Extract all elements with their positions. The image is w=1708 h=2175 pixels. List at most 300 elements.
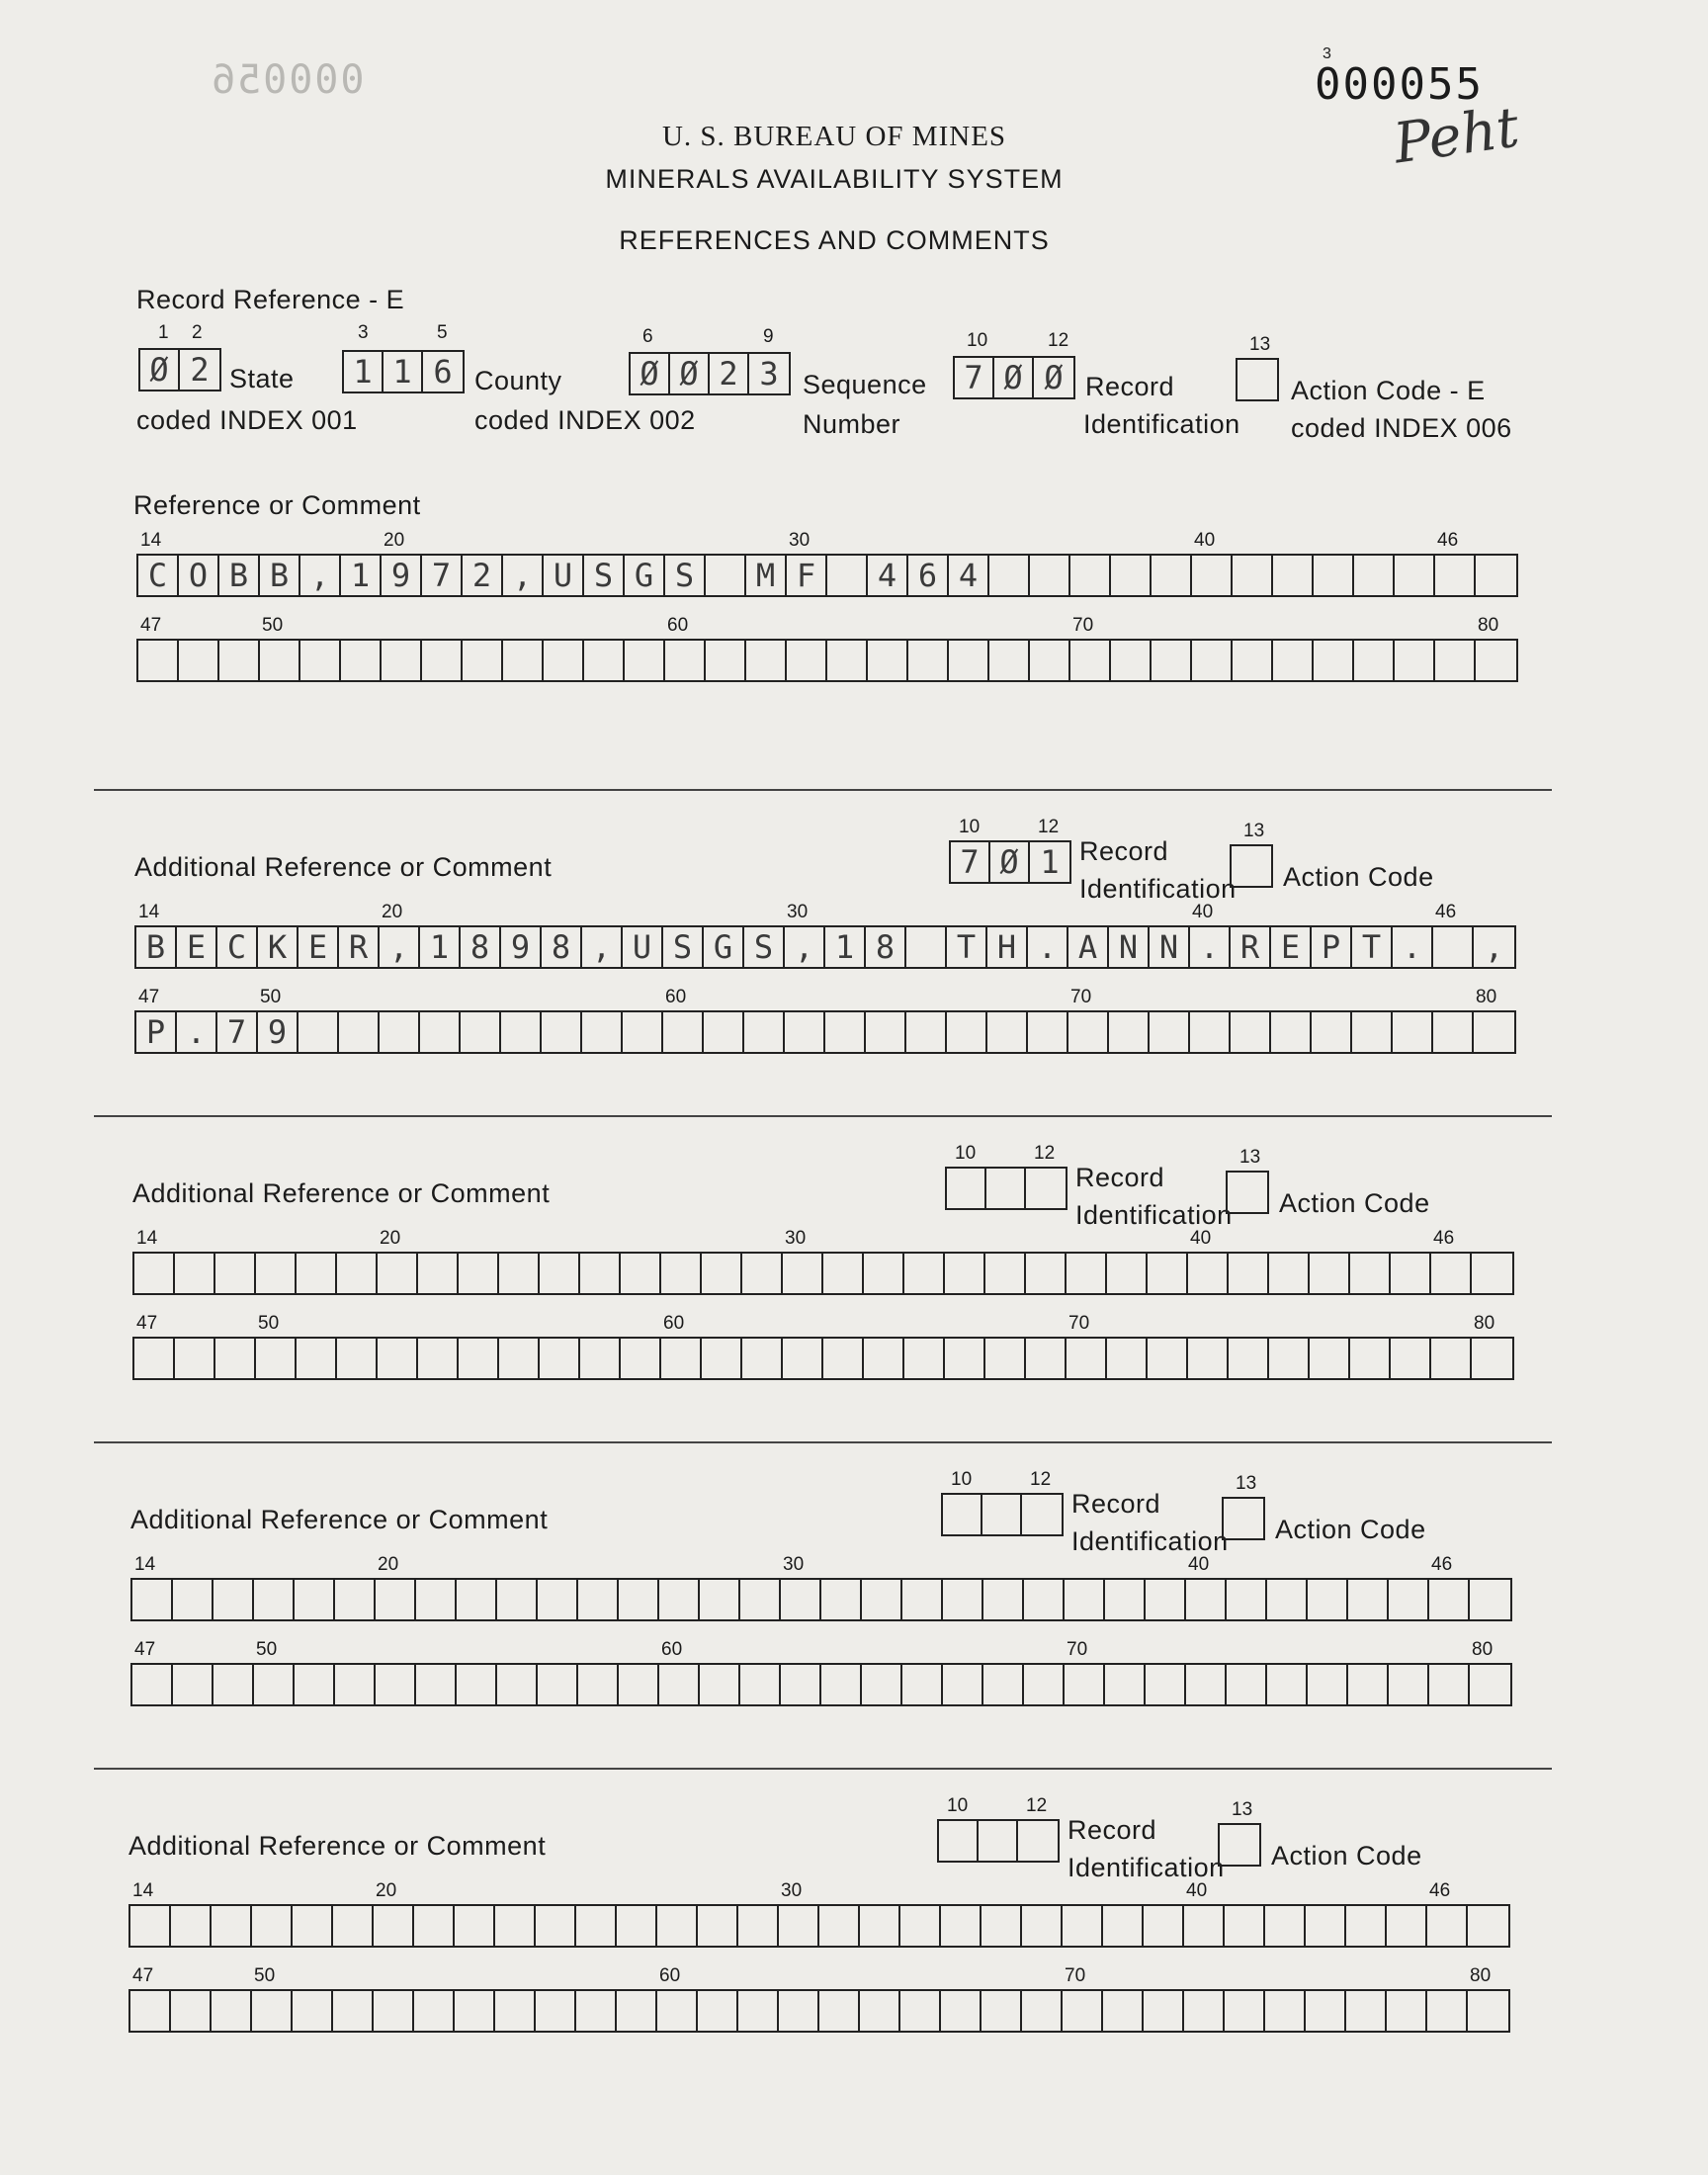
char-cell[interactable] xyxy=(256,1254,297,1293)
char-cell[interactable] xyxy=(906,1012,947,1052)
char-cell[interactable] xyxy=(1389,1665,1429,1704)
char-cell[interactable] xyxy=(1026,1254,1067,1293)
char-cell[interactable]: , xyxy=(380,927,420,967)
char-cell[interactable] xyxy=(495,1991,536,2031)
char-cell[interactable] xyxy=(422,641,463,680)
char-cell[interactable] xyxy=(864,1254,904,1293)
char-cell[interactable]: 8 xyxy=(542,927,582,967)
char-cell[interactable]: H xyxy=(987,927,1028,967)
char-cell[interactable] xyxy=(1144,1991,1184,2031)
record-id-field[interactable] xyxy=(937,1819,1060,1863)
char-cell[interactable] xyxy=(1022,1906,1063,1946)
char-cell[interactable] xyxy=(659,1665,700,1704)
char-cell[interactable]: B xyxy=(136,927,177,967)
char-cell[interactable] xyxy=(738,1991,779,2031)
char-cell[interactable] xyxy=(1103,1906,1144,1946)
field-cell[interactable]: 2 xyxy=(190,351,210,389)
char-cell[interactable] xyxy=(374,1906,414,1946)
char-cell[interactable] xyxy=(781,1580,821,1619)
char-cell[interactable] xyxy=(1188,1254,1229,1293)
char-cell[interactable] xyxy=(1391,1339,1431,1378)
char-cell[interactable] xyxy=(661,1339,702,1378)
char-cell[interactable] xyxy=(459,1254,499,1293)
char-cell[interactable] xyxy=(497,1665,538,1704)
char-cell[interactable] xyxy=(1476,641,1516,680)
char-cell[interactable] xyxy=(1225,1991,1265,2031)
char-cell[interactable]: 6 xyxy=(908,556,949,595)
record-id-field[interactable] xyxy=(953,356,1075,399)
char-cell[interactable] xyxy=(779,1906,819,1946)
char-cell[interactable] xyxy=(461,1012,501,1052)
char-cell[interactable] xyxy=(495,1906,536,1946)
char-cell[interactable]: 4 xyxy=(868,556,908,595)
char-cell[interactable] xyxy=(862,1665,902,1704)
char-cell[interactable] xyxy=(1269,1339,1310,1378)
char-cell[interactable] xyxy=(621,1339,661,1378)
char-cell[interactable] xyxy=(1306,1906,1346,1946)
char-cell[interactable] xyxy=(1354,556,1395,595)
char-cell[interactable]: N xyxy=(1150,927,1190,967)
char-cell[interactable] xyxy=(576,1991,617,2031)
char-cell[interactable] xyxy=(1109,1012,1150,1052)
char-cell[interactable] xyxy=(252,1906,293,1946)
char-cell[interactable] xyxy=(138,641,179,680)
rid-cell[interactable] xyxy=(943,1495,982,1534)
char-cell[interactable] xyxy=(659,1580,700,1619)
char-cell[interactable]: , xyxy=(300,556,341,595)
char-cell[interactable]: N xyxy=(1109,927,1150,967)
comment-line-1[interactable] xyxy=(128,1904,1510,1948)
char-cell[interactable] xyxy=(380,1012,420,1052)
char-cell[interactable] xyxy=(864,1339,904,1378)
char-cell[interactable] xyxy=(1314,556,1354,595)
char-cell[interactable]: F xyxy=(787,556,827,595)
char-cell[interactable] xyxy=(663,1012,704,1052)
char-cell[interactable] xyxy=(295,1665,335,1704)
char-cell[interactable] xyxy=(783,1339,823,1378)
field-cell[interactable]: Ø xyxy=(994,358,1034,397)
char-cell[interactable] xyxy=(1070,556,1111,595)
char-cell[interactable]: U xyxy=(623,927,663,967)
char-cell[interactable] xyxy=(1192,641,1233,680)
char-cell[interactable] xyxy=(1348,1580,1389,1619)
char-cell[interactable] xyxy=(1107,1254,1148,1293)
char-cell[interactable] xyxy=(1229,1339,1269,1378)
char-cell[interactable]: 1 xyxy=(420,927,461,967)
char-cell[interactable] xyxy=(376,1580,416,1619)
char-cell[interactable] xyxy=(335,1580,376,1619)
field-cell[interactable]: Ø xyxy=(670,354,710,393)
char-cell[interactable] xyxy=(1427,1906,1468,1946)
char-cell[interactable] xyxy=(499,1339,540,1378)
char-cell[interactable] xyxy=(1312,1012,1352,1052)
char-cell[interactable] xyxy=(130,1906,171,1946)
char-cell[interactable] xyxy=(1267,1580,1308,1619)
char-cell[interactable] xyxy=(1022,1991,1063,2031)
char-cell[interactable] xyxy=(904,1339,945,1378)
char-cell[interactable] xyxy=(1435,556,1476,595)
char-cell[interactable] xyxy=(1346,1906,1387,1946)
char-cell[interactable] xyxy=(455,1991,495,2031)
char-cell[interactable] xyxy=(1063,1906,1103,1946)
char-cell[interactable] xyxy=(1435,641,1476,680)
char-cell[interactable] xyxy=(1028,1012,1068,1052)
char-cell[interactable] xyxy=(860,1906,900,1946)
char-cell[interactable]: T xyxy=(1352,927,1393,967)
char-cell[interactable] xyxy=(1186,1580,1227,1619)
char-cell[interactable] xyxy=(982,1906,1022,1946)
char-cell[interactable] xyxy=(1030,556,1070,595)
comment-line-1[interactable] xyxy=(130,1578,1512,1621)
char-cell[interactable] xyxy=(1146,1665,1186,1704)
char-cell[interactable] xyxy=(374,1991,414,2031)
char-cell[interactable]: 2 xyxy=(463,556,503,595)
char-cell[interactable] xyxy=(700,1665,740,1704)
char-cell[interactable] xyxy=(785,1012,825,1052)
char-cell[interactable] xyxy=(1314,641,1354,680)
char-cell[interactable] xyxy=(333,1906,374,1946)
char-cell[interactable] xyxy=(536,1991,576,2031)
rid-cell[interactable] xyxy=(986,1169,1026,1208)
char-cell[interactable] xyxy=(625,641,665,680)
comment-line-1[interactable] xyxy=(136,554,1518,597)
comment-line-1[interactable] xyxy=(134,925,1516,969)
char-cell[interactable] xyxy=(742,1339,783,1378)
char-cell[interactable] xyxy=(1393,1012,1433,1052)
rid-cell[interactable] xyxy=(1022,1495,1062,1534)
char-cell[interactable] xyxy=(337,1254,378,1293)
rid-cell[interactable] xyxy=(1018,1821,1058,1861)
char-cell[interactable] xyxy=(902,1580,943,1619)
char-cell[interactable] xyxy=(904,1254,945,1293)
char-cell[interactable] xyxy=(501,1012,542,1052)
field-cell[interactable]: 6 xyxy=(433,353,453,391)
char-cell[interactable] xyxy=(1070,641,1111,680)
char-cell[interactable] xyxy=(538,1580,578,1619)
char-cell[interactable] xyxy=(175,1254,215,1293)
char-cell[interactable] xyxy=(702,1254,742,1293)
char-cell[interactable] xyxy=(702,1339,742,1378)
rid-cell[interactable] xyxy=(947,1169,986,1208)
char-cell[interactable] xyxy=(497,1580,538,1619)
rid-cell[interactable]: 7 xyxy=(951,842,990,882)
char-cell[interactable]: M xyxy=(746,556,787,595)
char-cell[interactable] xyxy=(866,1012,906,1052)
char-cell[interactable] xyxy=(414,1906,455,1946)
char-cell[interactable] xyxy=(1227,1665,1267,1704)
char-cell[interactable] xyxy=(665,641,706,680)
char-cell[interactable] xyxy=(1395,556,1435,595)
char-cell[interactable]: E xyxy=(177,927,217,967)
char-cell[interactable] xyxy=(985,1254,1026,1293)
char-cell[interactable] xyxy=(1067,1339,1107,1378)
char-cell[interactable] xyxy=(339,1012,380,1052)
char-cell[interactable] xyxy=(949,641,989,680)
char-cell[interactable] xyxy=(1427,1991,1468,2031)
char-cell[interactable] xyxy=(821,1580,862,1619)
char-cell[interactable] xyxy=(781,1665,821,1704)
char-cell[interactable]: O xyxy=(179,556,219,595)
char-cell[interactable] xyxy=(779,1991,819,2031)
char-cell[interactable] xyxy=(1395,641,1435,680)
char-cell[interactable] xyxy=(179,641,219,680)
char-cell[interactable] xyxy=(617,1906,657,1946)
rid-cell[interactable]: 1 xyxy=(1040,843,1060,881)
char-cell[interactable]: A xyxy=(1068,927,1109,967)
char-cell[interactable] xyxy=(418,1254,459,1293)
char-cell[interactable] xyxy=(1429,1580,1470,1619)
char-cell[interactable] xyxy=(1433,927,1474,967)
char-cell[interactable]: . xyxy=(1393,927,1433,967)
char-cell[interactable] xyxy=(1065,1665,1105,1704)
char-cell[interactable] xyxy=(215,1254,256,1293)
char-cell[interactable] xyxy=(1470,1580,1510,1619)
char-cell[interactable] xyxy=(382,641,422,680)
field-cell[interactable]: Ø xyxy=(631,354,670,393)
char-cell[interactable] xyxy=(1105,1665,1146,1704)
char-cell[interactable] xyxy=(333,1991,374,2031)
char-cell[interactable]: 7 xyxy=(422,556,463,595)
char-cell[interactable] xyxy=(171,1906,212,1946)
char-cell[interactable]: R xyxy=(1231,927,1271,967)
char-cell[interactable] xyxy=(1225,1906,1265,1946)
char-cell[interactable] xyxy=(212,1991,252,2031)
char-cell[interactable] xyxy=(341,641,382,680)
char-cell[interactable] xyxy=(1065,1580,1105,1619)
char-cell[interactable] xyxy=(1387,1991,1427,2031)
char-cell[interactable]: . xyxy=(177,1012,217,1052)
char-cell[interactable]: 8 xyxy=(866,927,906,967)
char-cell[interactable] xyxy=(617,1991,657,2031)
char-cell[interactable] xyxy=(1188,1339,1229,1378)
char-cell[interactable] xyxy=(1389,1580,1429,1619)
char-cell[interactable] xyxy=(941,1991,982,2031)
char-cell[interactable]: C xyxy=(217,927,258,967)
char-cell[interactable] xyxy=(293,1991,333,2031)
char-cell[interactable] xyxy=(1468,1991,1508,2031)
comment-line-2[interactable] xyxy=(134,1010,1516,1054)
char-cell[interactable] xyxy=(414,1991,455,2031)
char-cell[interactable] xyxy=(621,1254,661,1293)
char-cell[interactable] xyxy=(983,1580,1024,1619)
action-cell[interactable] xyxy=(1228,1173,1267,1212)
char-cell[interactable] xyxy=(908,641,949,680)
char-cell[interactable] xyxy=(1107,1339,1148,1378)
char-cell[interactable] xyxy=(1024,1580,1065,1619)
char-cell[interactable] xyxy=(1103,1991,1144,2031)
comment-line-2[interactable] xyxy=(132,1337,1514,1380)
field-cell[interactable]: 7 xyxy=(955,358,994,397)
sequence-field[interactable] xyxy=(629,352,791,395)
record-id-field[interactable] xyxy=(945,1167,1068,1210)
char-cell[interactable] xyxy=(742,1254,783,1293)
char-cell[interactable] xyxy=(1267,1665,1308,1704)
char-cell[interactable] xyxy=(947,1012,987,1052)
char-cell[interactable]: . xyxy=(1028,927,1068,967)
char-cell[interactable] xyxy=(1184,1906,1225,1946)
char-cell[interactable]: R xyxy=(339,927,380,967)
char-cell[interactable] xyxy=(254,1665,295,1704)
char-cell[interactable] xyxy=(212,1906,252,1946)
action-cell[interactable] xyxy=(1220,1825,1259,1865)
rid-cell[interactable] xyxy=(1026,1169,1066,1208)
char-cell[interactable] xyxy=(173,1580,214,1619)
char-cell[interactable] xyxy=(989,556,1030,595)
rid-cell[interactable]: Ø xyxy=(990,842,1030,882)
char-cell[interactable] xyxy=(1474,1012,1514,1052)
char-cell[interactable] xyxy=(744,1012,785,1052)
char-cell[interactable] xyxy=(1233,556,1273,595)
char-cell[interactable] xyxy=(985,1339,1026,1378)
char-cell[interactable]: 7 xyxy=(217,1012,258,1052)
field-cell[interactable]: 1 xyxy=(344,352,384,392)
char-cell[interactable] xyxy=(1308,1580,1348,1619)
char-cell[interactable] xyxy=(860,1991,900,2031)
char-cell[interactable] xyxy=(1265,1906,1306,1946)
comment-line-2[interactable] xyxy=(128,1989,1510,2033)
char-cell[interactable]: K xyxy=(258,927,299,967)
char-cell[interactable] xyxy=(1152,556,1192,595)
char-cell[interactable] xyxy=(1431,1254,1472,1293)
char-cell[interactable]: P xyxy=(1312,927,1352,967)
char-cell[interactable] xyxy=(989,641,1030,680)
char-cell[interactable] xyxy=(582,1012,623,1052)
char-cell[interactable] xyxy=(337,1339,378,1378)
char-cell[interactable] xyxy=(740,1665,781,1704)
char-cell[interactable] xyxy=(746,641,787,680)
char-cell[interactable] xyxy=(293,1906,333,1946)
char-cell[interactable] xyxy=(1470,1665,1510,1704)
char-cell[interactable] xyxy=(215,1339,256,1378)
char-cell[interactable] xyxy=(214,1665,254,1704)
action-field[interactable] xyxy=(1236,358,1279,401)
rid-cell[interactable] xyxy=(979,1821,1018,1861)
char-cell[interactable]: S xyxy=(663,927,704,967)
char-cell[interactable] xyxy=(1186,1665,1227,1704)
char-cell[interactable] xyxy=(657,1906,698,1946)
char-cell[interactable] xyxy=(1468,1906,1508,1946)
char-cell[interactable] xyxy=(1306,1991,1346,2031)
char-cell[interactable]: U xyxy=(544,556,584,595)
county-field[interactable] xyxy=(342,350,465,393)
char-cell[interactable]: T xyxy=(947,927,987,967)
char-cell[interactable] xyxy=(542,1012,582,1052)
char-cell[interactable] xyxy=(902,1665,943,1704)
char-cell[interactable] xyxy=(1146,1580,1186,1619)
char-cell[interactable] xyxy=(1431,1339,1472,1378)
char-cell[interactable] xyxy=(540,1254,580,1293)
char-cell[interactable]: 8 xyxy=(461,927,501,967)
char-cell[interactable]: 1 xyxy=(825,927,866,967)
char-cell[interactable] xyxy=(1068,1012,1109,1052)
char-cell[interactable]: S xyxy=(665,556,706,595)
char-cell[interactable] xyxy=(1472,1254,1512,1293)
action-code-field[interactable] xyxy=(1226,1171,1269,1214)
char-cell[interactable] xyxy=(457,1580,497,1619)
char-cell[interactable] xyxy=(740,1580,781,1619)
char-cell[interactable] xyxy=(1067,1254,1107,1293)
char-cell[interactable] xyxy=(455,1906,495,1946)
char-cell[interactable] xyxy=(1476,556,1516,595)
char-cell[interactable] xyxy=(378,1254,418,1293)
action-code-field[interactable] xyxy=(1230,844,1273,888)
char-cell[interactable] xyxy=(536,1906,576,1946)
char-cell[interactable]: . xyxy=(1190,927,1231,967)
action-code-field[interactable] xyxy=(1222,1497,1265,1540)
char-cell[interactable] xyxy=(1024,1665,1065,1704)
char-cell[interactable] xyxy=(1348,1665,1389,1704)
char-cell[interactable] xyxy=(1233,641,1273,680)
char-cell[interactable] xyxy=(1273,556,1314,595)
char-cell[interactable] xyxy=(254,1580,295,1619)
char-cell[interactable] xyxy=(661,1254,702,1293)
char-cell[interactable] xyxy=(378,1339,418,1378)
char-cell[interactable] xyxy=(1346,1991,1387,2031)
char-cell[interactable] xyxy=(982,1991,1022,2031)
char-cell[interactable] xyxy=(1152,641,1192,680)
char-cell[interactable] xyxy=(1352,1012,1393,1052)
char-cell[interactable]: , xyxy=(1484,928,1504,966)
char-cell[interactable] xyxy=(819,1906,860,1946)
field-cell[interactable]: 1 xyxy=(384,352,423,392)
char-cell[interactable] xyxy=(827,641,868,680)
char-cell[interactable] xyxy=(1148,1339,1188,1378)
comment-line-2[interactable] xyxy=(130,1663,1512,1706)
char-cell[interactable] xyxy=(416,1665,457,1704)
char-cell[interactable] xyxy=(900,1991,941,2031)
char-cell[interactable] xyxy=(418,1339,459,1378)
char-cell[interactable] xyxy=(1063,1991,1103,2031)
char-cell[interactable] xyxy=(1111,641,1152,680)
char-cell[interactable] xyxy=(819,1991,860,2031)
char-cell[interactable] xyxy=(906,927,947,967)
char-cell[interactable]: E xyxy=(1271,927,1312,967)
char-cell[interactable] xyxy=(825,1012,866,1052)
char-cell[interactable] xyxy=(823,1339,864,1378)
char-cell[interactable] xyxy=(1354,641,1395,680)
char-cell[interactable]: C xyxy=(138,556,179,595)
char-cell[interactable] xyxy=(827,556,868,595)
comment-line-1[interactable] xyxy=(132,1252,1514,1295)
char-cell[interactable] xyxy=(538,1665,578,1704)
char-cell[interactable] xyxy=(578,1665,619,1704)
char-cell[interactable] xyxy=(256,1339,297,1378)
char-cell[interactable] xyxy=(540,1339,580,1378)
char-cell[interactable] xyxy=(1026,1339,1067,1378)
char-cell[interactable] xyxy=(1429,1665,1470,1704)
char-cell[interactable] xyxy=(1227,1580,1267,1619)
char-cell[interactable] xyxy=(945,1339,985,1378)
char-cell[interactable] xyxy=(416,1580,457,1619)
char-cell[interactable] xyxy=(983,1665,1024,1704)
field-cell[interactable]: 3 xyxy=(759,355,779,392)
char-cell[interactable] xyxy=(1310,1254,1350,1293)
char-cell[interactable] xyxy=(134,1339,175,1378)
char-cell[interactable]: E xyxy=(299,927,339,967)
char-cell[interactable] xyxy=(1144,1906,1184,1946)
char-cell[interactable] xyxy=(706,556,746,595)
char-cell[interactable] xyxy=(132,1665,173,1704)
action-code-field[interactable] xyxy=(1218,1823,1261,1867)
char-cell[interactable] xyxy=(300,641,341,680)
action-cell[interactable] xyxy=(1232,846,1271,886)
char-cell[interactable] xyxy=(457,1665,497,1704)
char-cell[interactable] xyxy=(132,1580,173,1619)
char-cell[interactable] xyxy=(862,1580,902,1619)
char-cell[interactable] xyxy=(1111,556,1152,595)
char-cell[interactable] xyxy=(584,641,625,680)
char-cell[interactable] xyxy=(580,1339,621,1378)
